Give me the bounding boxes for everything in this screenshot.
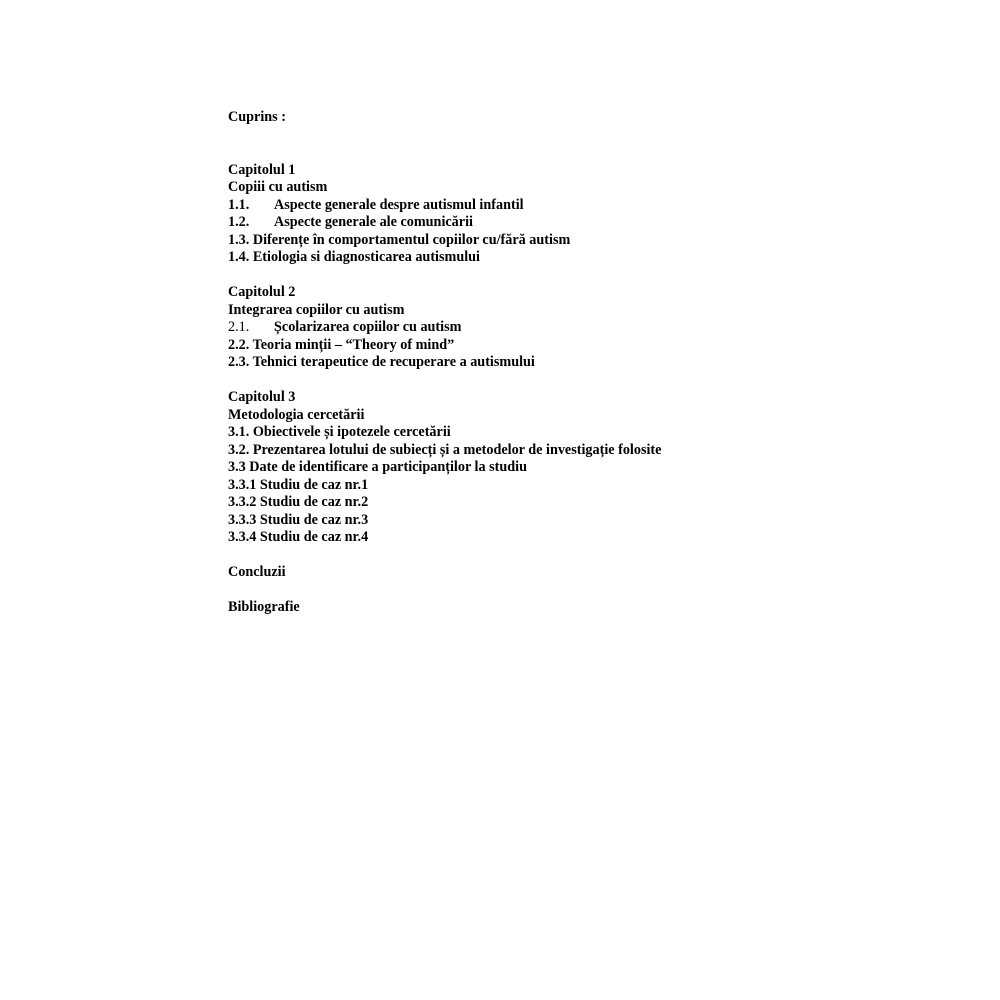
toc-entry (228, 249, 948, 267)
entry-number: 1.2. (228, 214, 250, 230)
toc-entry (228, 337, 948, 355)
chapter-1 (228, 162, 948, 267)
entry-text: Diferențe în comportamentul copiilor cu/fără autism (252, 231, 571, 248)
chapter-subtitle: Copiii cu autism (228, 179, 328, 195)
chapter-heading: Capitolul 1 (228, 161, 296, 178)
table-of-contents (228, 109, 948, 617)
toc-entry (228, 494, 948, 512)
entry-text: Aspecte generale despre autismul infantil (274, 196, 524, 213)
spacer (228, 547, 948, 565)
entry-text: Școlarizarea copiilor cu autism (274, 319, 462, 335)
entry-number: 3.3.4 (228, 529, 257, 545)
entry-text: Date de identificare a participanților la studiu (249, 459, 527, 475)
spacer (228, 267, 948, 285)
entry-number: 3.3.3 (228, 511, 257, 528)
entry-number: 3.3.1 (228, 476, 257, 493)
spacer (228, 372, 948, 390)
chapter-2 (228, 284, 948, 372)
bibliography-heading: Bibliografie (228, 599, 300, 615)
toc-entry (228, 442, 948, 460)
chapter-heading: Capitolul 3 (228, 389, 296, 405)
toc-entry (228, 459, 948, 477)
entry-text: Prezentarea lotului de subiecți și a metodelor de investigație folosite (252, 441, 662, 458)
chapter-subtitle: Integrarea copiilor cu autism (228, 301, 405, 318)
toc-title: Cuprins : (228, 109, 286, 125)
conclusions-heading: Concluzii (228, 564, 286, 580)
entry-text: Aspecte generale ale comunicării (274, 214, 473, 230)
toc-entry (228, 232, 948, 250)
entry-number: 1.1. (228, 196, 250, 213)
toc-entry (228, 477, 948, 495)
toc-entry (228, 529, 948, 547)
chapter-subtitle: Metodologia cercetării (228, 406, 365, 423)
toc-entry (228, 512, 948, 530)
entry-text: Studiu de caz nr.1 (259, 476, 369, 493)
entry-text: Tehnici terapeutice de recuperare a autismului (252, 354, 535, 370)
entry-number: 1.4. (228, 249, 250, 265)
spacer (228, 582, 948, 600)
entry-number: 3.3 (228, 459, 246, 475)
entry-number: 2.1. (228, 319, 250, 335)
toc-entry (228, 354, 948, 372)
entry-number: 2.2. (228, 336, 250, 353)
entry-number: 3.3.2 (228, 494, 257, 510)
toc-entry (228, 319, 948, 337)
entry-text: Studiu de caz nr.2 (259, 494, 369, 510)
entry-text: Etiologia si diagnosticarea autismului (252, 249, 480, 265)
entry-text: Obiectivele și ipotezele cercetării (252, 424, 451, 440)
entry-text: Studiu de caz nr.3 (259, 511, 369, 528)
entry-number: 1.3. (228, 231, 250, 248)
chapter-heading: Capitolul 2 (228, 284, 296, 300)
toc-entry (228, 424, 948, 442)
entry-number: 3.1. (228, 424, 250, 440)
toc-entry (228, 214, 948, 232)
entry-text: Teoria minții – “Theory of mind” (252, 336, 455, 353)
entry-number: 2.3. (228, 354, 250, 370)
toc-entry (228, 197, 948, 215)
chapter-3 (228, 389, 948, 547)
entry-text: Studiu de caz nr.4 (259, 529, 369, 545)
entry-number: 3.2. (228, 441, 250, 458)
